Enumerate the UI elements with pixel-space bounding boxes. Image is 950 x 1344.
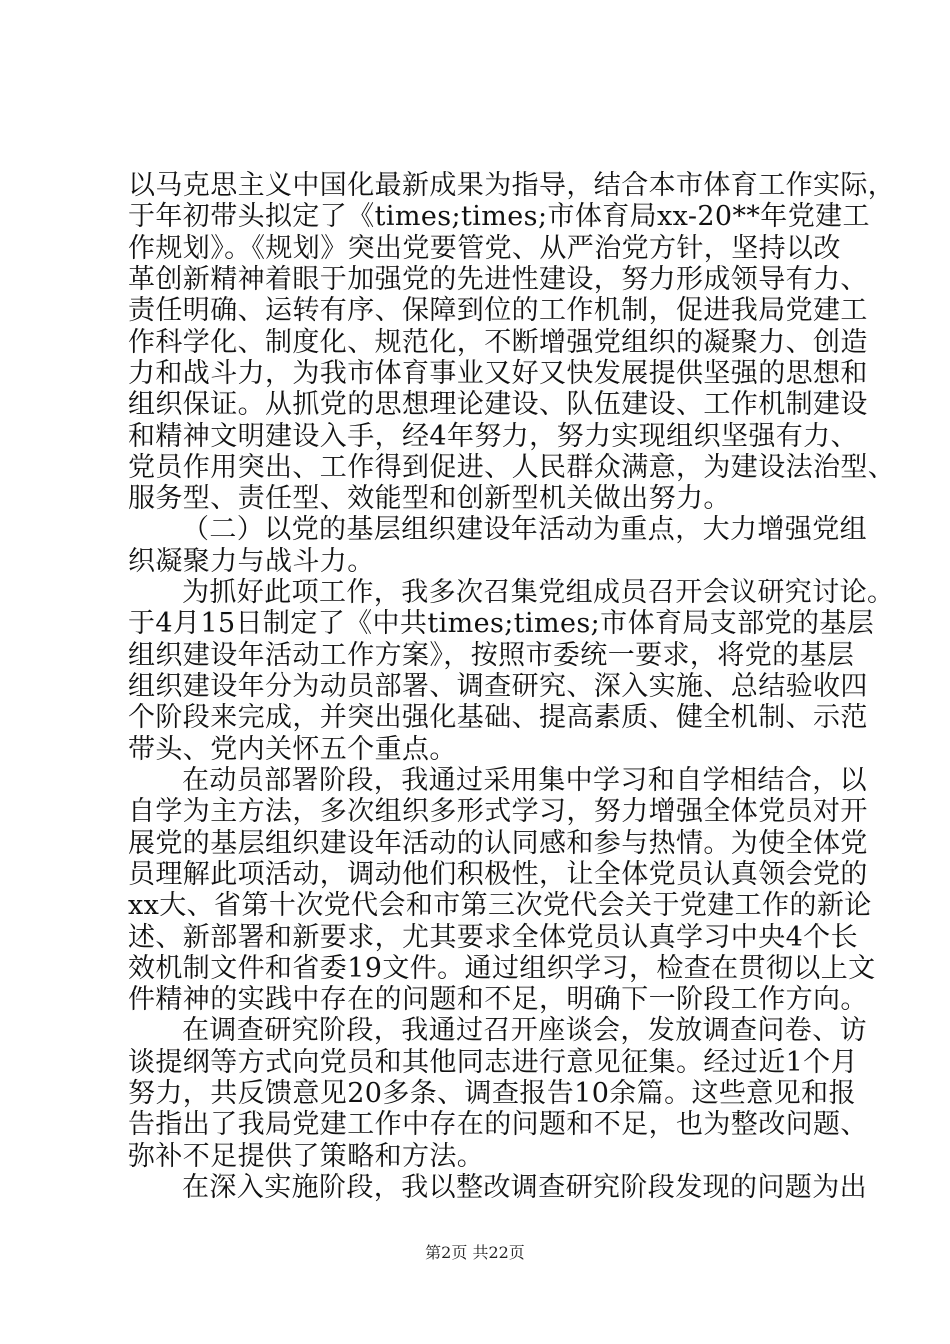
body-text-line: 于年初带头拟定了《times;times;市体育局xx-20**年党建工	[128, 201, 870, 232]
body-text-line: 述、新部署和新要求，尤其要求全体党员认真学习中央4个长	[128, 922, 858, 953]
body-text-line: 在调查研究阶段，我通过召开座谈会，发放调查问卷、访	[182, 1015, 867, 1046]
body-text-line: 责任明确、运转有序、保障到位的工作机制，促进我局党建工	[128, 295, 868, 326]
body-text-line: 在深入实施阶段，我以整改调查研究阶段发现的问题为出	[182, 1172, 867, 1203]
body-text-line: 作规划》。《规划》突出党要管党、从严治党方针，坚持以改	[128, 233, 841, 264]
body-text-line: 服务型、责任型、效能型和创新型机关做出努力。	[128, 483, 731, 514]
body-text-line: 革创新精神着眼于加强党的先进性建设，努力形成领导有力、	[128, 264, 868, 295]
body-text-line: 为抓好此项工作，我多次召集党组成员召开会议研究讨论。	[182, 577, 895, 608]
body-text-line: 在动员部署阶段，我通过采用集中学习和自学相结合，以	[182, 765, 867, 796]
body-text-line: 弥补不足提供了策略和方法。	[128, 1141, 485, 1172]
body-text-line: 组织保证。从抓党的思想理论建设、队伍建设、工作机制建设	[128, 389, 868, 420]
body-text-line: 作科学化、制度化、规范化，不断增强党组织的凝聚力、创造	[128, 327, 868, 358]
body-text-line: 于4月15日制定了《中共times;times;市体育局支部党的基层	[128, 608, 875, 639]
body-text-line: 和精神文明建设入手，经4年努力，努力实现组织坚强有力、	[128, 421, 858, 452]
body-text-line: 展党的基层组织建设年活动的认同感和参与热情。为使全体党	[128, 828, 868, 859]
body-text-line: 带头、党内关怀五个重点。	[128, 734, 457, 765]
body-text-line: 组织建设年活动工作方案》，按照市委统一要求，将党的基层	[128, 640, 855, 671]
body-text-line: 件精神的实践中存在的问题和不足，明确下一阶段工作方向。	[128, 984, 868, 1015]
body-text-line: 自学为主方法，多次组织多形式学习，努力增强全体党员对开	[128, 796, 868, 827]
body-text-line: 谈提纲等方式向党员和其他同志进行意见征集。经过近1个月	[128, 1047, 858, 1078]
body-text-line: 告指出了我局党建工作中存在的问题和不足，也为整改问题、	[128, 1109, 868, 1140]
body-text-line: 力和战斗力，为我市体育事业又好又快发展提供坚强的思想和	[128, 358, 868, 389]
body-text-line: 努力，共反馈意见20多条、调查报告10余篇。这些意见和报	[128, 1078, 856, 1109]
section-heading-line: （二）以党的基层组织建设年活动为重点，大力增强党组	[182, 514, 867, 545]
body-text-line: 员理解此项活动，调动他们积极性，让全体党员认真领会党的	[128, 859, 868, 890]
body-text-line: 个阶段来完成，并突出强化基础、提高素质、健全机制、示范	[128, 702, 868, 733]
page-number-footer: 第2页 共22页	[425, 1243, 525, 1262]
body-text-line: 党员作用突出、工作得到促进、人民群众满意，为建设法治型、	[128, 452, 896, 483]
body-text-line: xx大、省第十次党代会和市第三次党代会关于党建工作的新论	[128, 890, 872, 921]
body-text-line: 以马克思主义中国化最新成果为指导，结合本市体育工作实际，	[128, 170, 896, 201]
body-text-line: 组织建设年分为动员部署、调查研究、深入实施、总结验收四	[128, 671, 868, 702]
body-text-line: 效机制文件和省委19文件。通过组织学习，检查在贯彻以上文	[128, 953, 876, 984]
section-heading-line: 织凝聚力与战斗力。	[128, 546, 375, 577]
